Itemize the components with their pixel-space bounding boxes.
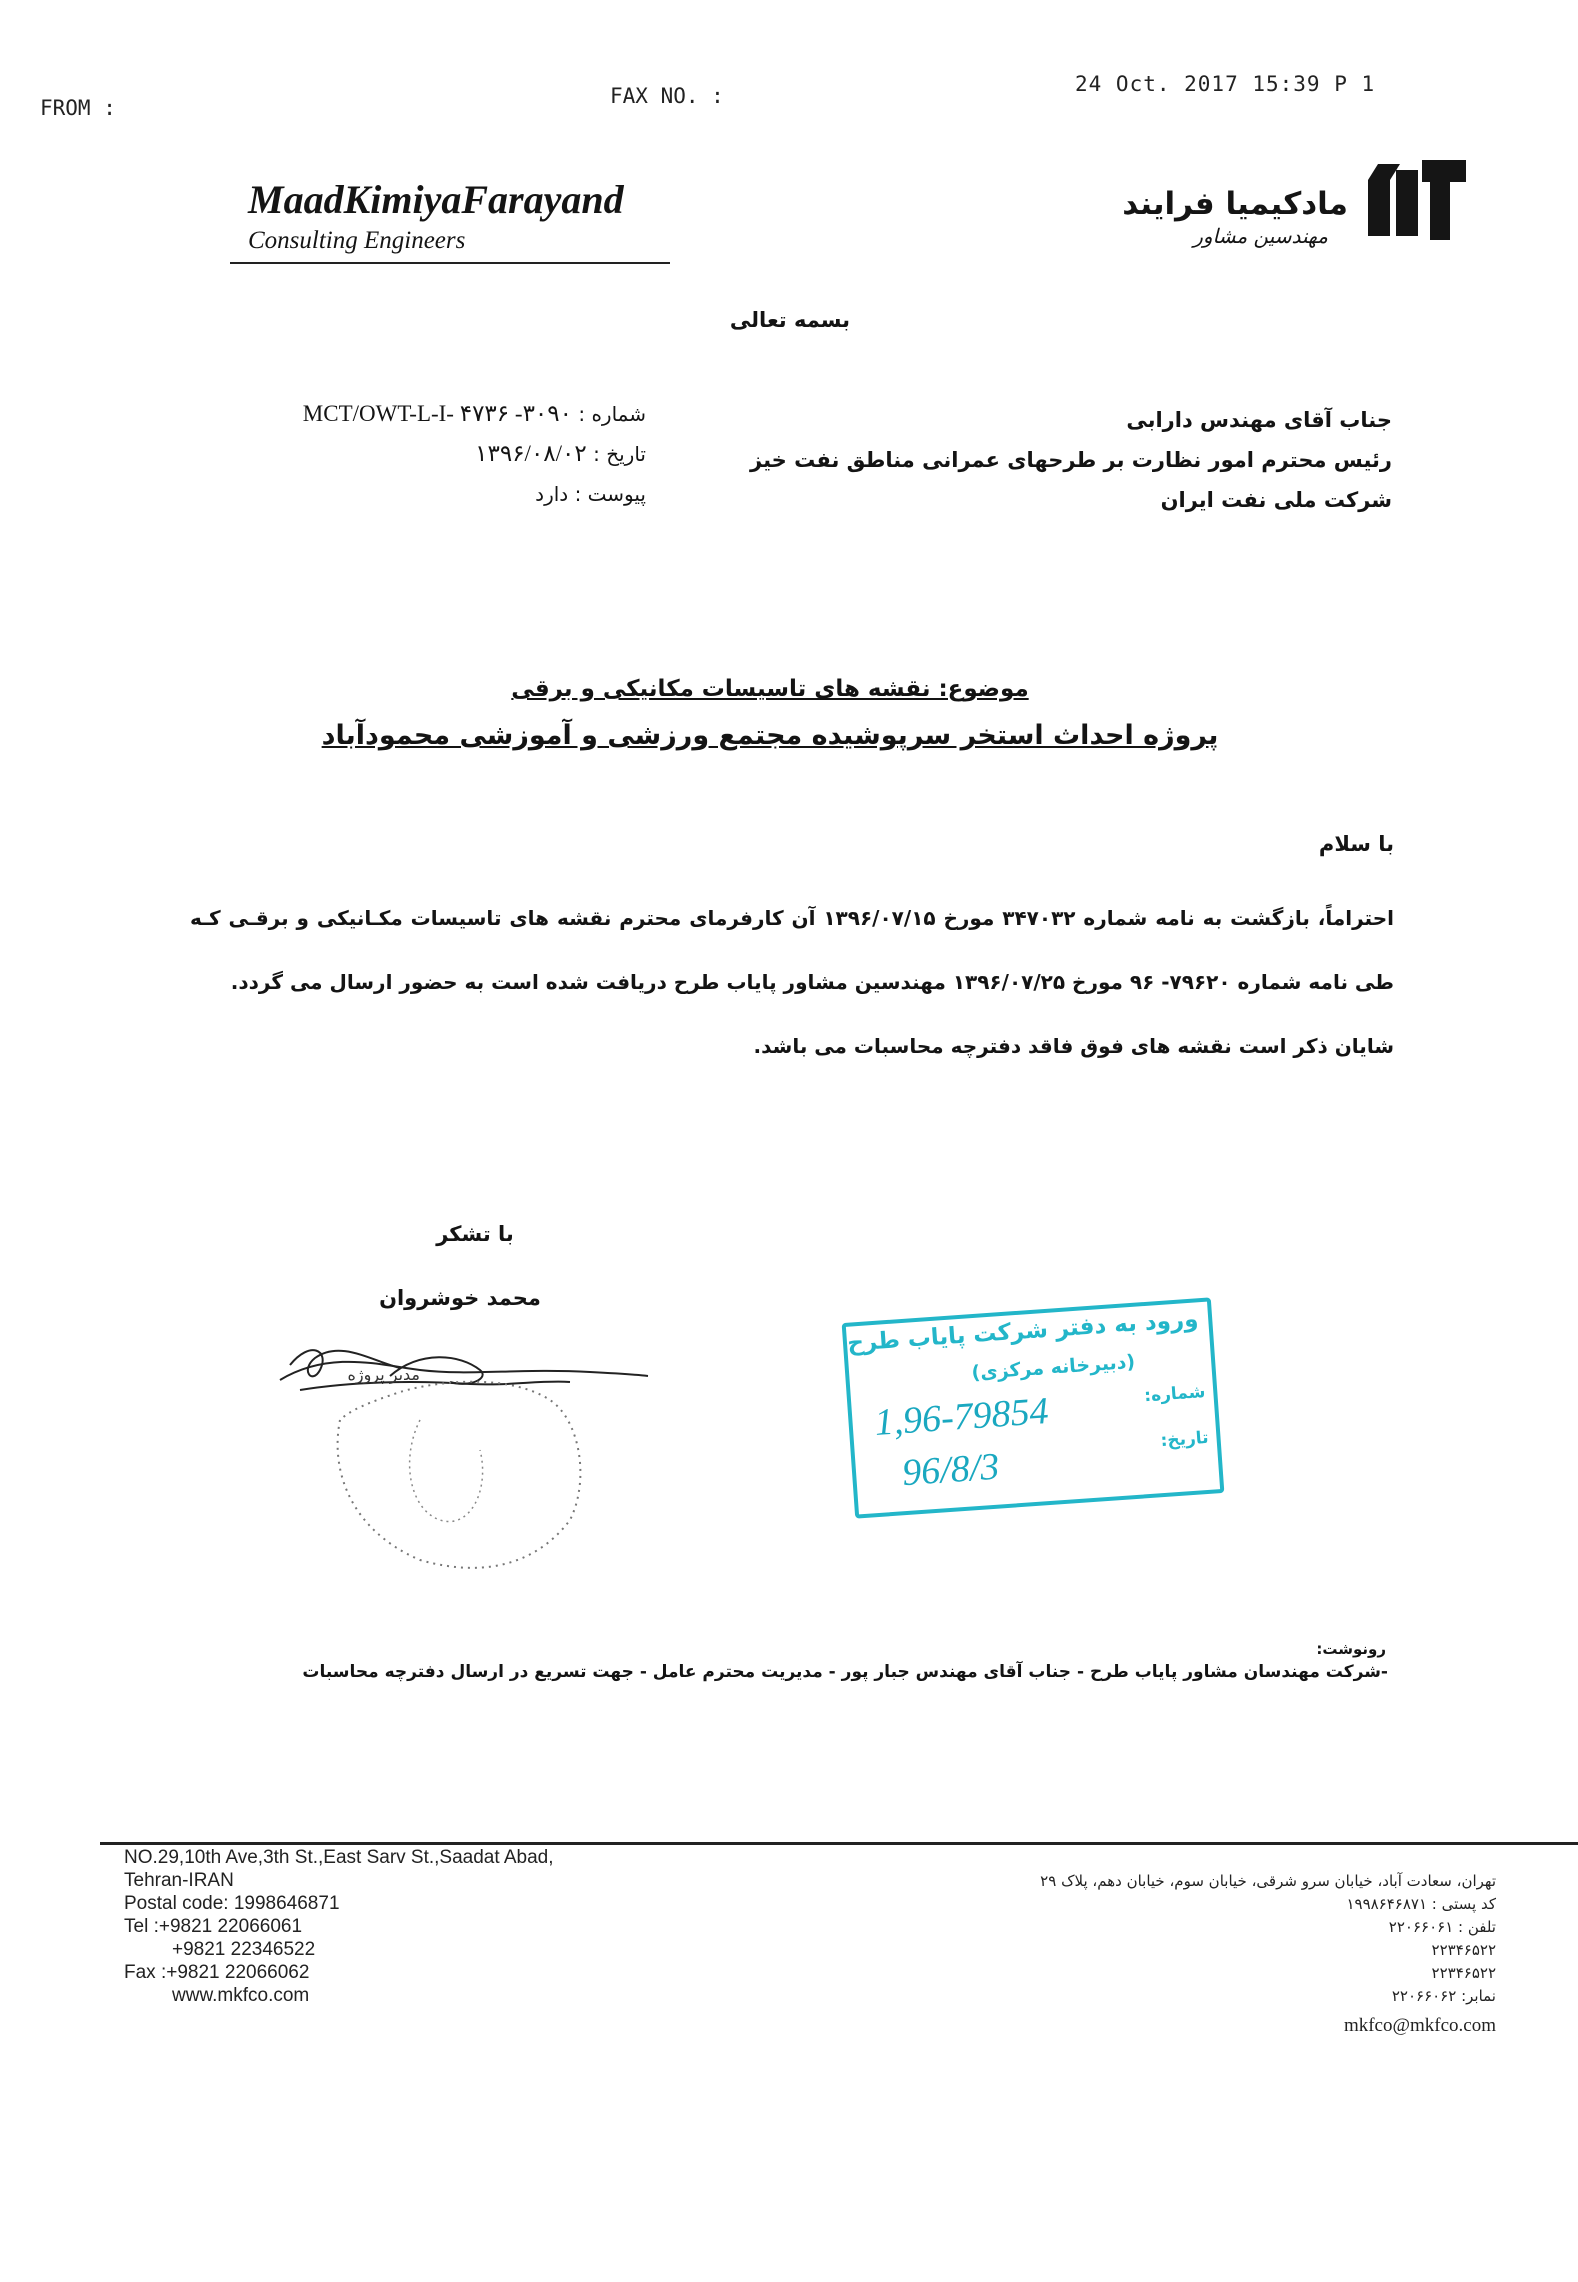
footer-divider bbox=[100, 1842, 1578, 1845]
fax-timestamp: 24 Oct. 2017 15:39 P 1 bbox=[1075, 72, 1376, 96]
project-title: پروژه احداث استخر سرپوشیده مجتمع ورزشی و آموزشی محمودآباد bbox=[321, 720, 1219, 751]
closing-thanks: با تشکر bbox=[436, 1222, 514, 1246]
stamp-subtitle: (دبیرخانه مرکزی) bbox=[970, 1350, 1136, 1385]
stamp-date-label: تاریخ: bbox=[1159, 1427, 1210, 1452]
letter-meta bbox=[303, 394, 646, 514]
signer-title: مدیر پروژه bbox=[347, 1365, 420, 1384]
footer-fa-fax: نمابر: ۲۲۰۶۶۰۶۲ bbox=[1391, 1987, 1496, 2005]
salutation: با سلام bbox=[1318, 832, 1394, 856]
fax-number-label: FAX NO. : bbox=[610, 84, 724, 108]
stamp-title: ورود به دفتر شرکت پایاب طرح bbox=[846, 1306, 1200, 1357]
footer-website: www.mkfco.com bbox=[172, 1985, 310, 2006]
footer-address-line-2: Tehran-IRAN bbox=[124, 1870, 234, 1891]
stamp-date-value: 96/8/3 bbox=[900, 1445, 1001, 1495]
letter-number-row bbox=[303, 394, 646, 434]
footer-fa-tel-2: ۲۲۳۴۶۵۲۲ bbox=[1431, 1941, 1496, 1959]
company-logo-icon bbox=[1360, 140, 1470, 250]
letter-date-value: ۱۳۹۶/۰۸/۰۲ bbox=[475, 441, 587, 466]
footer-fa-address: تهران، سعادت آباد، خیابان سرو شرقی، خیابان سوم، خیابان دهم، پلاک ۲۹ bbox=[1040, 1872, 1496, 1890]
footer-address-en bbox=[124, 1846, 554, 2007]
footer-address-fa bbox=[1040, 1870, 1496, 2037]
recipient-organization: شرکت ملی نفت ایران bbox=[1160, 488, 1392, 512]
subject-block bbox=[300, 676, 1240, 751]
letter-number-value: ۳۰۹۰- MCT/OWT-L-I- ۴۷۳۶ bbox=[302, 401, 572, 426]
signature-and-seal-icon bbox=[270, 1310, 650, 1580]
attachment-row bbox=[303, 474, 646, 514]
letter-date-label: تاریخ : bbox=[593, 442, 646, 466]
footer-fax: Fax :+9821 22066062 bbox=[124, 1962, 310, 1983]
cc-recipients: -شرکت مهندسان مشاور پایاب طرح - جناب آقای مهندس جبار پور - مدیریت محترم عامل - جهت تسریع در ارسال دفترچه محاسبات bbox=[302, 1662, 1388, 1682]
fax-from-label: FROM : bbox=[40, 96, 116, 120]
letter-body bbox=[190, 886, 1394, 1078]
letter-number-label: شماره : bbox=[578, 402, 646, 426]
footer-fa-tel-1: تلفن : ۲۲۰۶۶۰۶۱ bbox=[1388, 1918, 1496, 1936]
cc-label: رونوشت: bbox=[1316, 1640, 1386, 1658]
company-title-en: MaadKimiyaFarayand bbox=[248, 177, 624, 222]
footer-fa-tel-3: ۲۲۳۴۶۵۲۲ bbox=[1431, 1964, 1496, 1982]
footer-address-line-1: NO.29,10th Ave,3th St.,East Sarv St.,Saadat Abad, bbox=[124, 1847, 554, 1868]
footer-email: mkfco@mkfco.com bbox=[1343, 2015, 1496, 2036]
received-stamp bbox=[842, 1297, 1225, 1518]
footer-fa-postal: کد پستی : ۱۹۹۸۶۴۶۸۷۱ bbox=[1346, 1895, 1496, 1913]
attachment-value: دارد bbox=[535, 482, 569, 506]
company-subtitle-en: Consulting Engineers bbox=[248, 227, 466, 254]
recipient-title: رئیس محترم امور نظارت بر طرحهای عمرانی مناطق نفت خیز bbox=[750, 448, 1392, 472]
stamp-number-label: شماره: bbox=[1143, 1381, 1206, 1407]
footer-postal-code: Postal code: 1998646871 bbox=[124, 1893, 340, 1914]
attachment-label: پیوست : bbox=[574, 482, 646, 506]
signer-name: محمد خوشروان bbox=[379, 1286, 541, 1310]
body-paragraph-1: احتراماً، بازگشت به نامه شماره ۳۴۷۰۳۲ مورخ ۱۳۹۶/۰۷/۱۵ آن کارفرمای محترم نقشه های تاسیسات مکـانیکی و برقـی کـه طی نامه شماره ۷۹۶۲۰- ۹۶ مورخ ۱۳۹۶/۰۷/۲۵ مهندسین مشاور پایاب طرح دریافت شده است به حضور ارسال می گردد. bbox=[190, 906, 1394, 994]
company-title-fa: مادکیمیا فرایند bbox=[1122, 186, 1348, 222]
recipient-name: جناب آقای مهندس دارابی bbox=[1126, 408, 1392, 432]
stamp-number-value: 1,96-79854 bbox=[873, 1389, 1050, 1445]
recipient-block bbox=[750, 400, 1392, 520]
subject-line: موضوع: نقشه های تاسیسات مکانیکی و برقی bbox=[511, 676, 1029, 702]
invocation-heading: بسمه تعالی bbox=[729, 308, 851, 332]
letter-date-row bbox=[303, 434, 646, 474]
company-subtitle-fa: مهندسین مشاور bbox=[1193, 224, 1328, 248]
header-divider bbox=[230, 262, 670, 264]
body-paragraph-2: شایان ذکر است نقشه های فوق فاقد دفترچه محاسبات می باشد. bbox=[753, 1034, 1394, 1058]
company-name-en bbox=[248, 176, 678, 255]
footer-tel-2: +9821 22346522 bbox=[172, 1939, 316, 1960]
company-name-fa bbox=[1122, 186, 1348, 248]
footer-tel-1: Tel :+9821 22066061 bbox=[124, 1916, 303, 1937]
